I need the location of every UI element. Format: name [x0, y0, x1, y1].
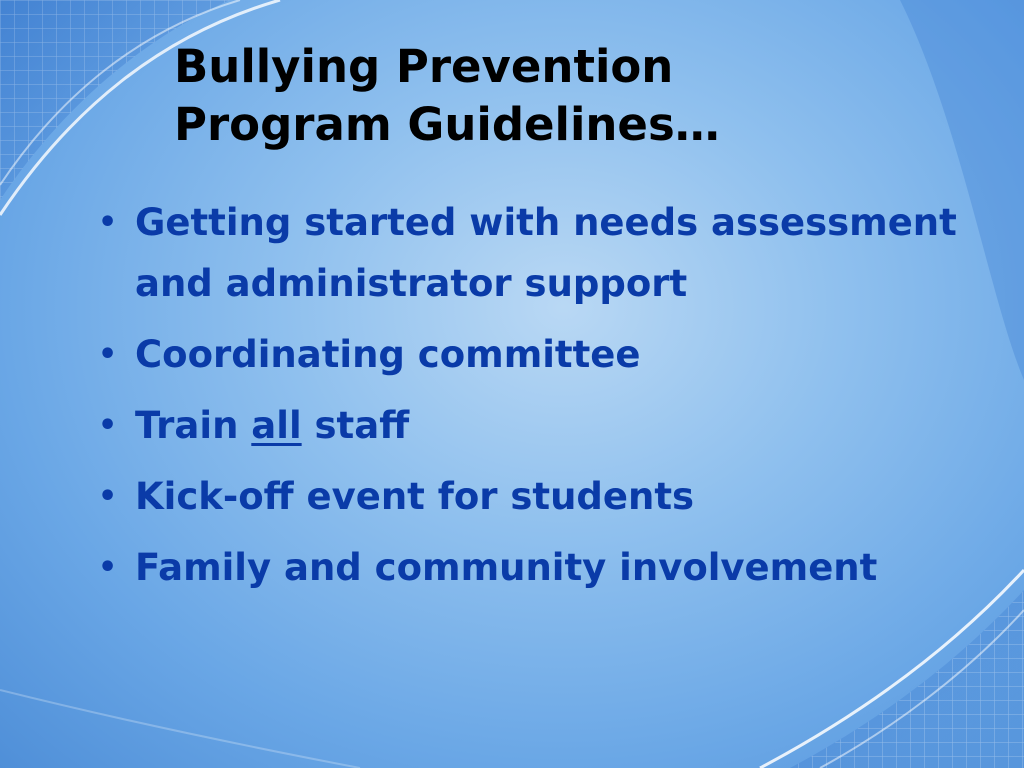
bullet-item-needs-assessment — [98, 192, 978, 314]
slide-title — [174, 38, 974, 154]
bullet-text: Kick-off event for students — [135, 475, 695, 518]
bullet-text: Getting started with needs assessment and administrator support — [135, 201, 957, 305]
bullet-dot-icon: • — [98, 408, 118, 443]
bullet-dot-icon: • — [98, 337, 118, 372]
bullet-text-underlined: all — [251, 404, 302, 447]
bullet-list — [98, 192, 978, 608]
bullet-text: Coordinating committee — [135, 333, 641, 376]
bullet-item-kickoff-event — [98, 466, 978, 527]
bullet-item-family-community — [98, 537, 978, 598]
bullet-text — [135, 404, 409, 447]
bullet-text-suffix: staff — [301, 404, 410, 447]
bullet-dot-icon: • — [98, 205, 118, 240]
bullet-text-prefix: Train — [135, 404, 252, 447]
bullet-dot-icon: • — [98, 550, 118, 585]
title-line-2: Program Guidelines… — [174, 98, 720, 151]
bullet-item-coordinating-committee — [98, 324, 978, 385]
title-line-1: Bullying Prevention — [174, 40, 674, 93]
bullet-text: Family and community involvement — [135, 546, 878, 589]
bullet-item-train-staff — [98, 395, 978, 456]
bullet-dot-icon: • — [98, 479, 118, 514]
